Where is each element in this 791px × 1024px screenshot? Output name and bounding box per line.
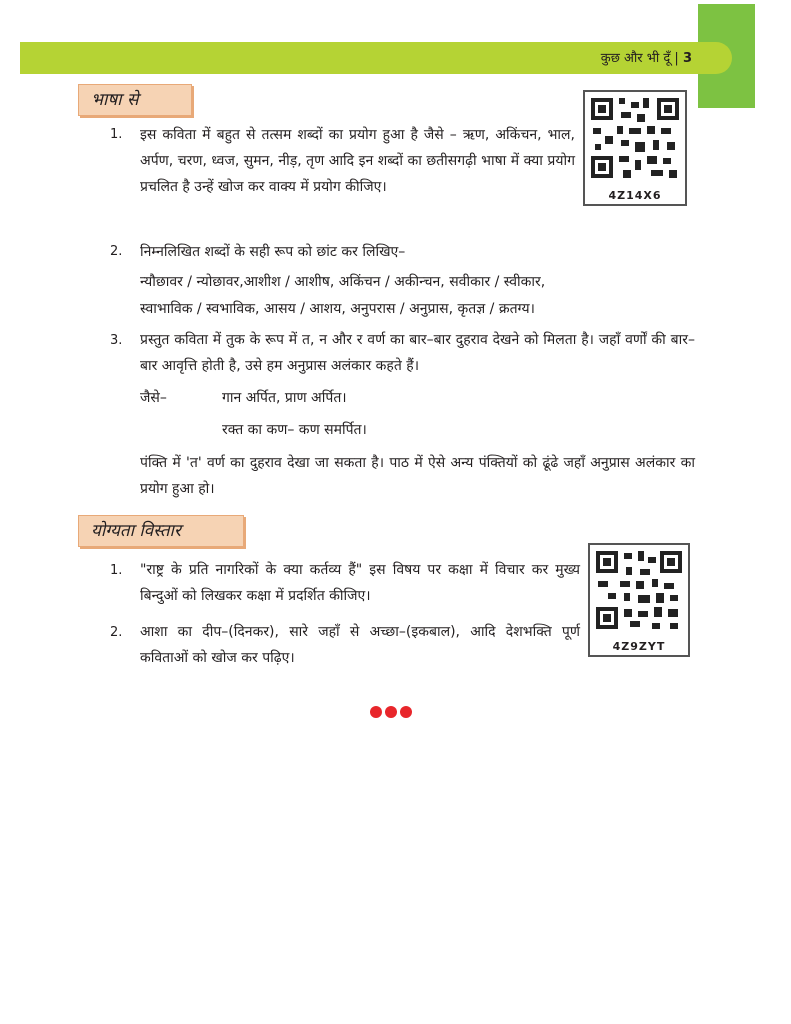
item-number: 1. [110,127,123,142]
dot-icon [400,706,412,718]
chapter-title: कुछ और भी दूँ [600,51,671,66]
header-separator: | [674,51,679,66]
example-line-1: गान अर्पित, प्राण अर्पित। [222,390,347,406]
section-tag-bhasha-se: भाषा से [78,84,192,116]
item-number: 2. [110,244,123,259]
qr-code-label: 4Z9ZYT [612,640,666,653]
item-number: 1. [110,563,123,578]
qr-pattern-icon [585,92,685,184]
qr-pattern-icon [590,545,688,635]
page-number: 3 [682,51,692,66]
item-number: 3. [110,333,123,348]
dot-icon [385,706,397,718]
qr-code-label: 4Z14X6 [608,189,662,202]
running-header [20,42,732,74]
qr-code-2[interactable] [588,543,690,657]
header-text [601,48,692,66]
end-of-section-dots [370,703,415,722]
question-2-text: निम्नलिखित शब्दों के सही रूप को छांट कर लिखिए– [140,244,406,260]
qr-code-1[interactable] [583,90,687,206]
question-3-text: प्रस्तुत कविता में तुक के रूप में त, न और र वर्ण का बार–बार दुहराव देखने को मिलता है। जहाँ वर्णों की बार–बार आवृत्ति होती है, उसे हम अनुप्रास अलंकार कहते हैं। [140,332,695,374]
question-2-words-line2: स्वाभाविक / स्वभाविक, आसय / आशय, अनुपरास / अनुप्रास, कृतज्ञ / क्रतग्य। [140,301,535,317]
question-2-words-line1: न्यौछावर / न्योछावर,आशीश / आशीष, अकिंचन / अकीन्चन, सवीकार / स्वीकार, [140,274,546,290]
dot-icon [370,706,382,718]
question-3-closing: पंक्ति में 'त' वर्ण का दुहराव देखा जा सकता है। पाठ में ऐसे अन्य पंक्तियों को ढूंढे जहाँ अनुप्रास अलंकार का प्रयोग हुआ हो। [140,455,695,497]
example-label: जैसे– [140,390,167,406]
item-number: 2. [110,625,123,640]
activity-2-text: आशा का दीप–(दिनकर), सारे जहाँ से अच्छा–(इकबाल), आदि देशभक्ति पूर्ण कविताओं को खोज कर पढ़िए। [140,624,580,666]
question-1-text: इस कविता में बहुत से तत्सम शब्दों का प्रयोग हुआ है जैसे – ऋण, अकिंचन, भाल, अर्पण, चरण, ध्वज, सुमन, नीड़, तृण आदि इन शब्दों का छतीसगढ़ी भाषा में क्या प्रयोग प्रचलित है उन्हें खोज कर वाक्य में प्रयोग कीजिए। [140,127,575,195]
example-line-2: रक्त का कण– कण समर्पित। [222,422,367,438]
section-tag-yogyata-vistar: योग्यता विस्तार [78,515,244,547]
activity-1-text: "राष्ट्र के प्रति नागरिकों के क्या कर्तव्य हैं" इस विषय पर कक्षा में विचार कर मुख्य बिन्दुओं को लिखकर कक्षा में प्रदर्शित कीजिए। [140,562,580,604]
